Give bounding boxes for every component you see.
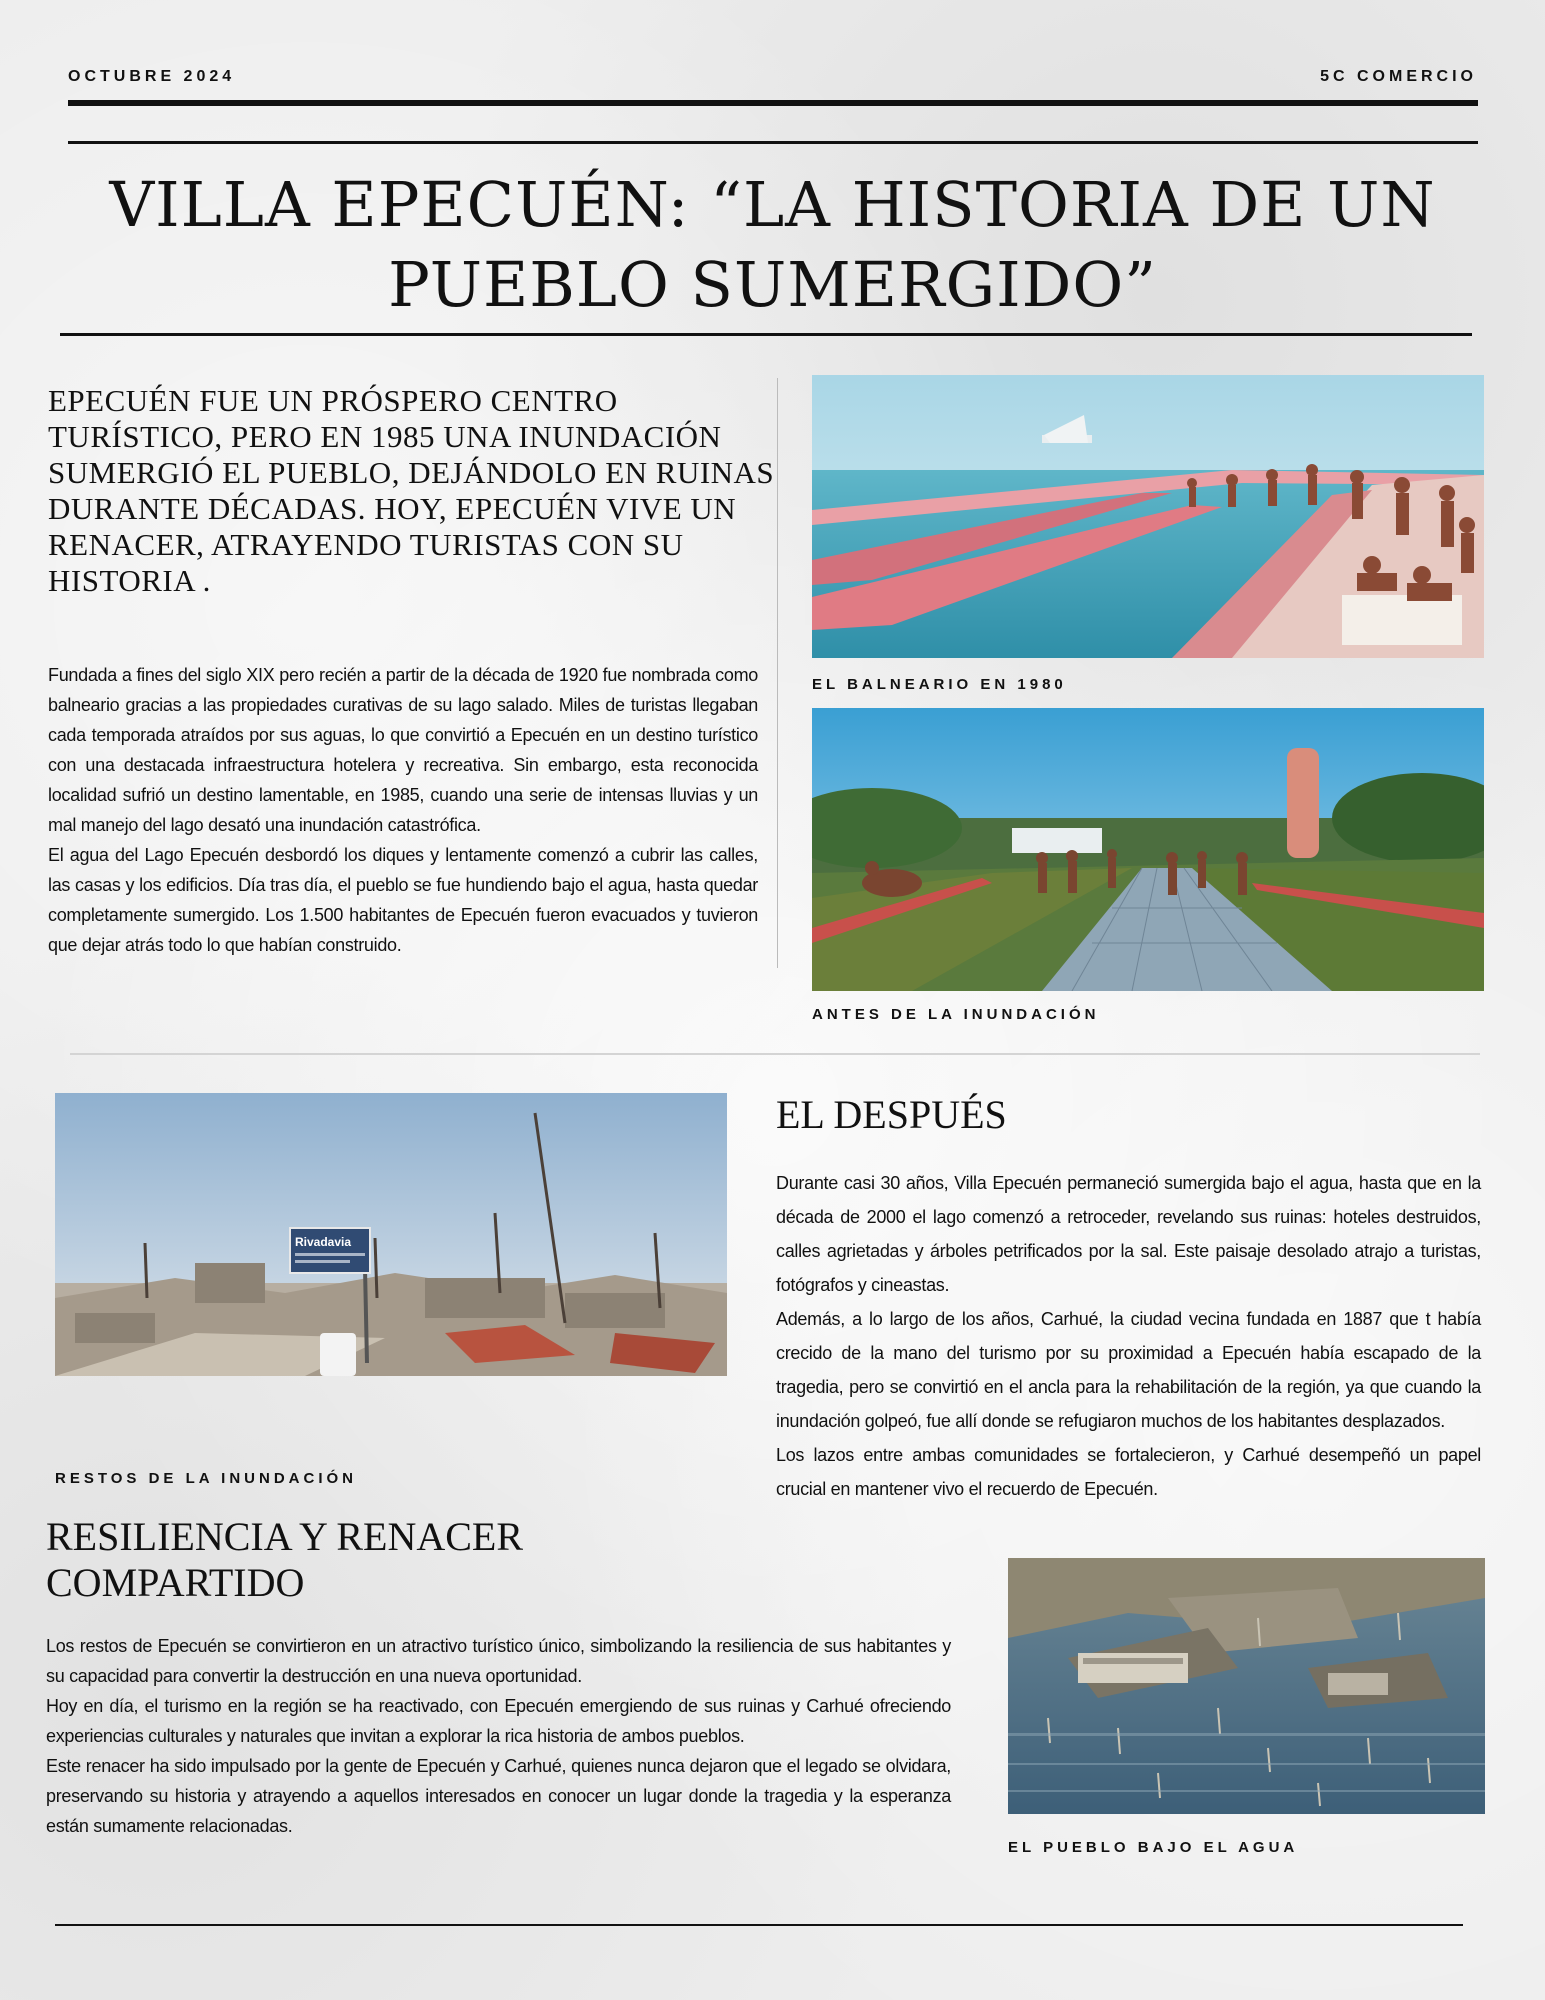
caption-balneario: EL BALNEARIO EN 1980 — [812, 676, 1067, 693]
intro-article — [48, 660, 758, 960]
caption-restos: RESTOS DE LA INUNDACIÓN — [55, 1470, 358, 1487]
photo-bajo-agua — [1008, 1558, 1485, 1814]
despues-paragraph-2: Además, a lo largo de los años, Carhué, la ciudad vecina fundada en 1887 que t había crecido de la mano del turismo por su proximidad a Epecuén había escapado de la tragedia, pero se convirtió en el ancla para la rehabilitación de la región, ya que cuando la inundación golpeó, fue allí donde se refugiaron muchos de los habitantes desplazados. — [776, 1309, 1481, 1431]
masthead-rule — [68, 141, 1478, 144]
photo-restos — [55, 1093, 727, 1376]
photo-antes — [812, 708, 1484, 991]
heading-resiliencia: RESILIENCIA Y RENACER COMPARTIDO — [46, 1514, 524, 1605]
lead-paragraph: EPECUÉN FUE UN PRÓSPERO CENTRO TURÍSTICO, PERO EN 1985 UNA INUNDACIÓN SUMERGIÓ EL PUEBLO, DEJÁNDOLO EN RUINAS DURANTE DÉCADAS. HOY, EPECUÉN VIVE UN RENACER, ATRAYENDO TURISTAS CON SU HISTORIA . — [48, 383, 775, 598]
masthead-rule-thick — [68, 100, 1478, 106]
section-name: 5C COMERCIO — [1320, 68, 1477, 85]
headline-rule — [60, 333, 1472, 336]
intro-paragraph-1: Fundada a fines del siglo XIX pero recién a partir de la década de 1920 fue nombrada como balneario gracias a las propiedades curativas de su lago salado. Miles de turistas llegaban cada temporada atraídos por sus aguas, lo que convirtió a Epecuén en un destino turístico con una destacada infraestructura hotelera y recreativa. Sin embargo, esta reconocida localidad sufrió un destino lamentable, en 1985, cuando una serie de intensas lluvias y un mal manejo del lago desató una inundación catastrófica. — [48, 665, 758, 835]
resiliencia-paragraph-2: Hoy en día, el turismo en la región se ha reactivado, con Epecuén emergiendo de sus ruinas y Carhué ofreciendo experiencias culturales y naturales que invitan a explorar la rica historia de ambos pueblos. — [46, 1696, 951, 1746]
resiliencia-paragraph-1: Los restos de Epecuén se convirtieron en un atractivo turístico único, simbolizando la resiliencia de sus habitantes y su capacidad para convertir la destrucción en una nueva oportunidad. — [46, 1636, 951, 1686]
headline: VILLA EPECUÉN: “LA HISTORIA DE UN PUEBLO SUMERGIDO” — [109, 168, 1436, 321]
intro-paragraph-2: El agua del Lago Epecuén desbordó los diques y lentamente comenzó a cubrir las calles, las casas y los edificios. Día tras día, el pueblo se fue hundiendo bajo el agua, hasta quedar completamente sumergido. Los 1.500 habitantes de Epecuén fueron evacuados y tuvieron que dejar atrás todo lo que habían construido. — [48, 845, 758, 955]
footer-rule — [55, 1924, 1463, 1926]
issue-date: OCTUBRE 2024 — [68, 68, 236, 85]
resiliencia-article — [46, 1631, 951, 1841]
despues-paragraph-1: Durante casi 30 años, Villa Epecuén permaneció sumergida bajo el agua, hasta que en la década de 2000 el lago comenzó a retroceder, revelando sus ruinas: hoteles destruidos, calles agrietadas y árboles petrificados por la sal. Este paisaje desolado atrajo a turistas, fotógrafos y cineastas. — [776, 1173, 1481, 1295]
section-rule — [70, 1053, 1480, 1055]
despues-article — [776, 1166, 1481, 1506]
caption-bajo-agua: EL PUEBLO BAJO EL AGUA — [1008, 1839, 1299, 1856]
despues-paragraph-3: Los lazos entre ambas comunidades se fortalecieron, y Carhué desempeñó un papel crucial en mantener vivo el recuerdo de Epecuén. — [776, 1445, 1481, 1499]
column-divider — [777, 378, 778, 968]
resiliencia-paragraph-3: Este renacer ha sido impulsado por la gente de Epecuén y Carhué, quienes nunca dejaron que el legado se olvidara, preservando su historia y atrayendo a aquellos interesados en conocer un lugar donde la tragedia y la esperanza están sumamente relacionadas. — [46, 1756, 951, 1836]
photo-balneario — [812, 375, 1484, 658]
street-sign-text: Rivadavia — [295, 1235, 352, 1249]
caption-antes: ANTES DE LA INUNDACIÓN — [812, 1006, 1100, 1023]
heading-despues: EL DESPUÉS — [776, 1092, 1007, 1137]
